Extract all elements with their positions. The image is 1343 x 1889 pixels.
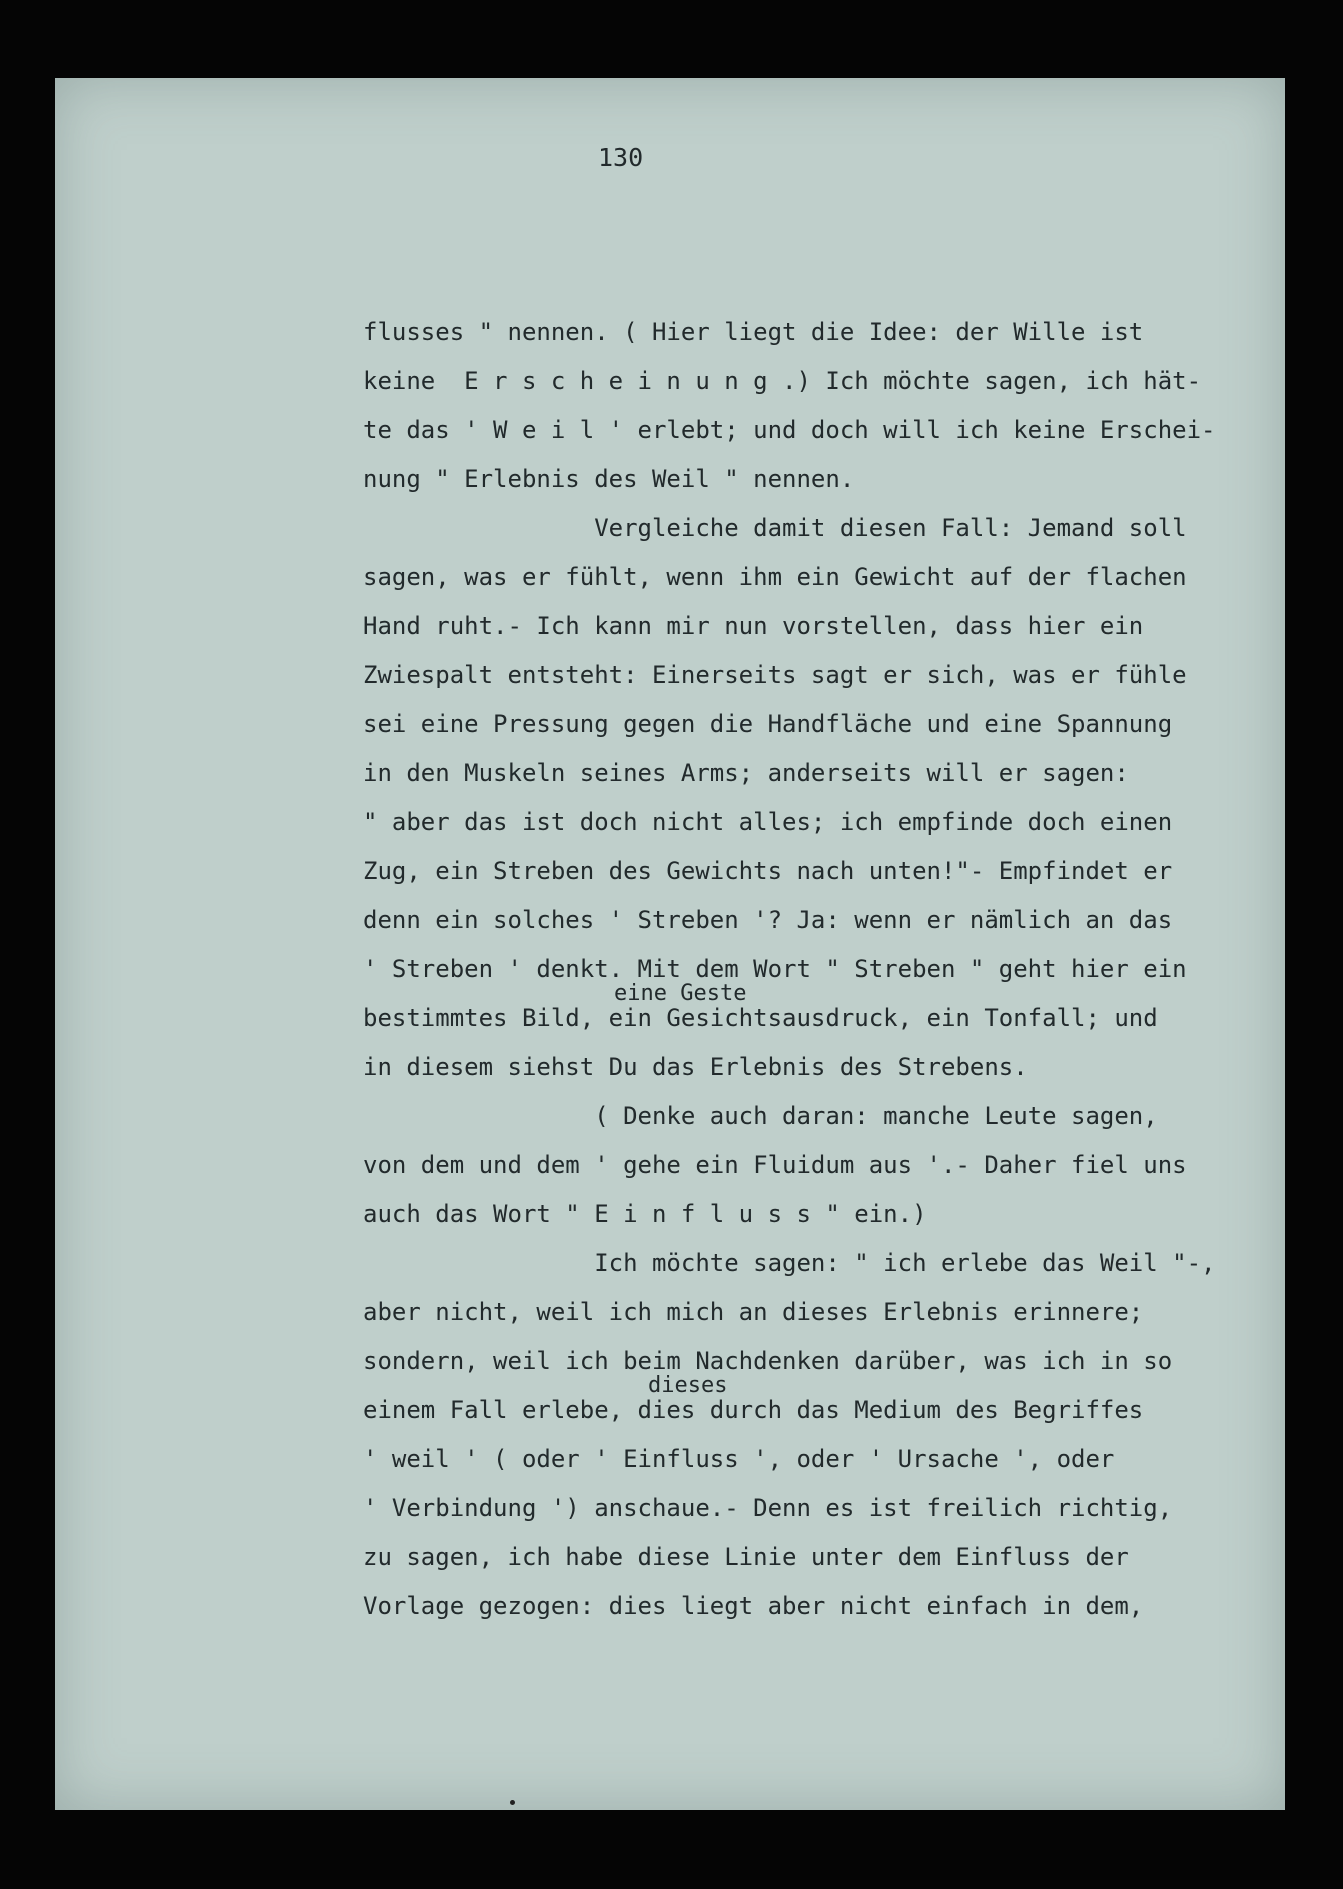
text-line: Zwiespalt entsteht: Einerseits sagt er sich, was er fühle: [363, 661, 1187, 689]
text-line: Zug, ein Streben des Gewichts nach unten!"- Empfindet er: [363, 857, 1173, 885]
text-line: Ich möchte sagen: " ich erlebe das Weil "-,: [363, 1249, 1216, 1277]
text-line: auch das Wort " E i n f l u s s " ein.): [363, 1200, 927, 1228]
text-line: aber nicht, weil ich mich an dieses Erlebnis erinnere;: [363, 1298, 1144, 1326]
text-line: Vorlage gezogen: dies liegt aber nicht einfach in dem,: [363, 1592, 1144, 1620]
text-line: ' Streben ' denkt. Mit dem Wort " Streben " geht hier ein: [363, 955, 1187, 983]
text-line: ' weil ' ( oder ' Einfluss ', oder ' Ursache ', oder: [363, 1445, 1115, 1473]
text-line: sei eine Pressung gegen die Handfläche und eine Spannung: [363, 710, 1173, 738]
text-line: keine E r s c h e i n u n g .) Ich möchte sagen, ich hät-: [363, 367, 1202, 395]
typed-insertion: eine Geste: [614, 981, 747, 1006]
text-line: denn ein solches ' Streben '? Ja: wenn er nämlich an das: [363, 906, 1173, 934]
text-line: sagen, was er fühlt, wenn ihm ein Gewicht auf der flachen: [363, 563, 1187, 591]
text-line: te das ' W e i l ' erlebt; und doch will ich keine Erschei-: [363, 416, 1216, 444]
page-number: 130: [598, 143, 644, 172]
text-line: " aber das ist doch nicht alles; ich empfinde doch einen: [363, 808, 1173, 836]
text-line: in diesem siehst Du das Erlebnis des Strebens.: [363, 1053, 1028, 1081]
text-line: Hand ruht.- Ich kann mir nun vorstellen, dass hier ein: [363, 612, 1144, 640]
text-line: Vergleiche damit diesen Fall: Jemand soll: [363, 514, 1187, 542]
text-line: flusses " nennen. ( Hier liegt die Idee: der Wille ist: [363, 318, 1144, 346]
text-line: einem Fall erlebe, dies durch das Medium des Begriffes: [363, 1396, 1144, 1424]
text-line: von dem und dem ' gehe ein Fluidum aus '.- Daher fiel uns: [363, 1151, 1187, 1179]
text-line: sondern, weil ich beim Nachdenken darüber, was ich in so: [363, 1347, 1173, 1375]
text-line: ' Verbindung ') anschaue.- Denn es ist freilich richtig,: [363, 1494, 1173, 1522]
typed-insertion: dieses: [648, 1373, 728, 1398]
text-line: zu sagen, ich habe diese Linie unter dem Einfluss der: [363, 1543, 1129, 1571]
text-line: in den Muskeln seines Arms; anderseits will er sagen:: [363, 759, 1129, 787]
text-line: ( Denke auch daran: manche Leute sagen,: [363, 1102, 1158, 1130]
text-line: bestimmtes Bild, ein Gesichtsausdruck, ein Tonfall; und: [363, 1004, 1158, 1032]
text-line: nung " Erlebnis des Weil " nennen.: [363, 465, 855, 493]
ink-speck: [510, 1800, 515, 1805]
